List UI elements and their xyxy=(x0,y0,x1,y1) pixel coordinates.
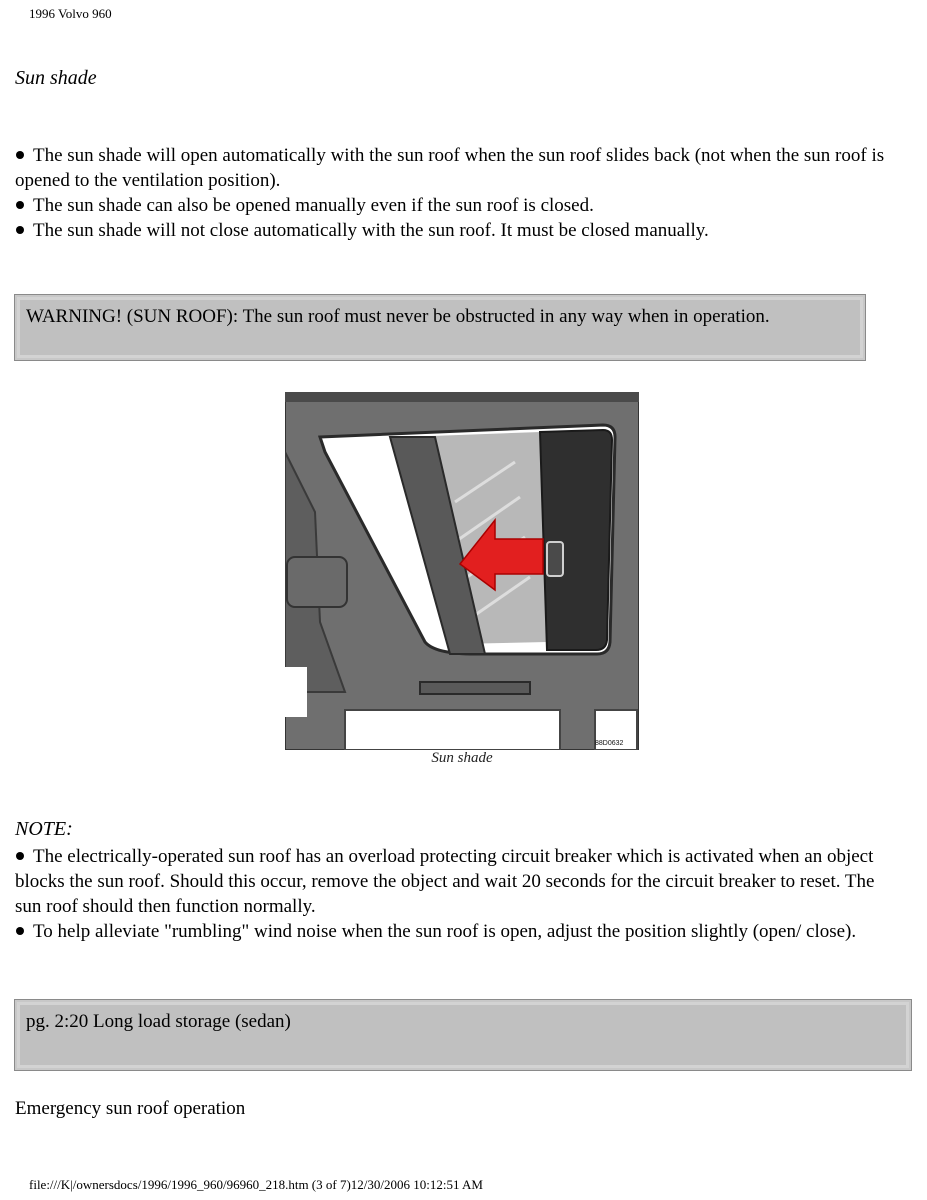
nav-link-box[interactable] xyxy=(15,1000,911,1070)
bullet-icon xyxy=(16,852,24,860)
bullet-icon xyxy=(16,927,24,935)
document-header: 1996 Volvo 960 xyxy=(29,6,112,21)
list-item xyxy=(15,218,905,243)
list-item xyxy=(15,193,905,218)
note-list xyxy=(15,844,905,944)
list-item-text: The sun shade will not close automatically with the sun roof. It must be closed manually. xyxy=(33,220,709,241)
bullet-icon xyxy=(16,226,24,234)
list-item-text: The sun shade can also be opened manually even if the sun roof is closed. xyxy=(33,195,594,216)
note-title: NOTE: xyxy=(15,818,73,840)
page-link[interactable]: pg. 2:20 Long load storage (sedan) xyxy=(20,1005,906,1065)
list-item-text: The electrically-operated sun roof has an overload protecting circuit breaker which is activated when an object blocks the sun roof. Should this occur, remove the object and wait 20 seconds for the circuit breaker to reset. The sun roof should then function normally. xyxy=(15,846,875,917)
figure-caption: Sun shade xyxy=(431,750,493,766)
sun-shade-illustration xyxy=(285,392,639,750)
list-item xyxy=(15,919,905,944)
next-section-title: Emergency sun roof operation xyxy=(15,1098,246,1119)
list-item xyxy=(15,844,905,919)
warning-box xyxy=(15,295,865,360)
list-item-text: To help alleviate "rumbling" wind noise when the sun roof is open, adjust the position slightly (open/ close). xyxy=(33,921,857,942)
figure-code: 88D0632 xyxy=(595,740,624,747)
section-title: Sun shade xyxy=(15,67,97,89)
warning-text: WARNING! (SUN ROOF): The sun roof must never be obstructed in any way when in operation. xyxy=(20,300,860,355)
footer-path: file:///K|/ownersdocs/1996/1996_960/96960_218.htm (3 of 7)12/30/2006 10:12:51 AM xyxy=(29,1177,483,1192)
list-item xyxy=(15,143,905,193)
bullet-list xyxy=(15,143,905,243)
list-item-text: The sun shade will open automatically with the sun roof when the sun roof slides back (not when the sun roof is opened to the ventilation position). xyxy=(15,145,885,191)
bullet-icon xyxy=(16,201,24,209)
bullet-icon xyxy=(16,151,24,159)
